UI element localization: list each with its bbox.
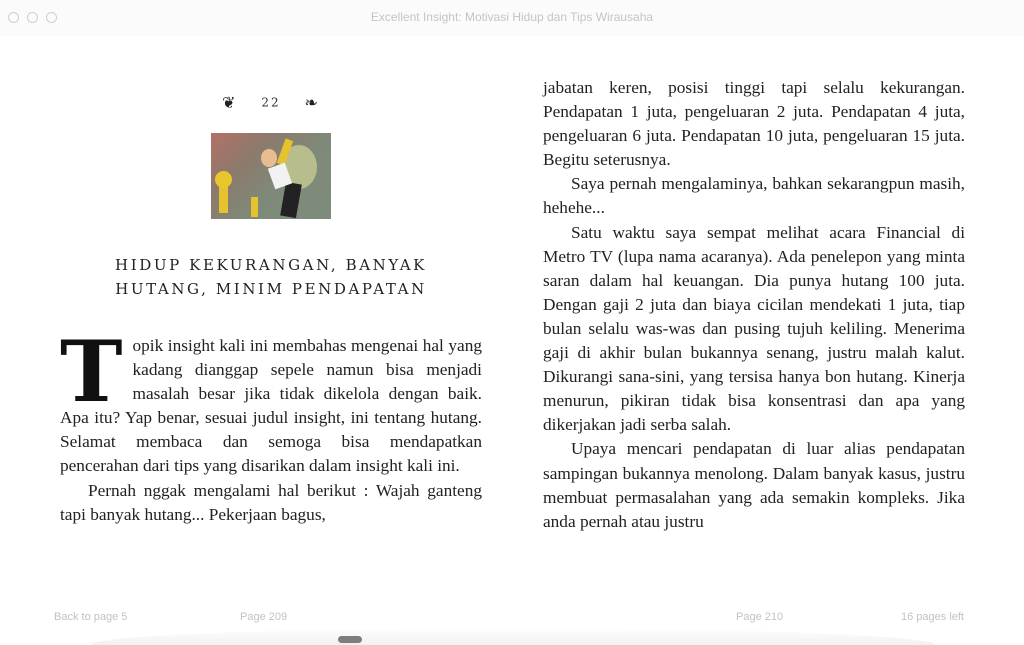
page-header bbox=[60, 93, 482, 112]
right-page bbox=[543, 40, 965, 534]
paragraph: Saya pernah mengalaminya, bahkan sekarangpun masih, hehehe... bbox=[543, 174, 965, 218]
chapter-title-line: HUTANG, MINIM PENDAPATAN bbox=[115, 280, 427, 298]
figure-legs bbox=[280, 182, 302, 218]
back-to-page-link[interactable]: Back to page 5 bbox=[54, 611, 128, 623]
key-icon bbox=[251, 197, 258, 217]
ornament-right-icon: ❧ bbox=[304, 93, 320, 112]
figure-head bbox=[261, 149, 277, 167]
paragraph-text: opik insight kali ini membahas mengenai hal yang kadang dianggap sepele namun bisa menjadi masalah besar jika tidak dikelola dengan baik. Apa itu? Yap benar, sesuai judul insight, ini tentang hutang. Selamat membaca dan semoga bisa mendapatkan pencerahan dari tips yang disarikan dalam insight kali ini. bbox=[60, 336, 482, 476]
pages-left-indicator: 16 pages left bbox=[901, 611, 964, 623]
paragraph: Satu waktu saya sempat melihat acara Financial di Metro TV (lupa nama acaranya). Ada penelepon yang minta saran dalam hal keuangan. Dia punya hutang 100 juta. Dengan gaji 2 juta dan biaya cicilan mendekati 1 juta, tiap bulan selalu was-was dan pusing tujuh keliling. Menerima gaji di akhir bulan bukannya senang, justru malah kalut. Dikurangi sana-sini, yang tersisa hanya bon hutang. Kinerja menurun, pikiran tidak bisa konsentrasi dan apa yang dikerjakan jadi serba salah. bbox=[543, 222, 965, 435]
key-icon bbox=[219, 175, 228, 213]
page-curl-shadow bbox=[90, 628, 935, 645]
page-scrubber-handle[interactable] bbox=[338, 636, 362, 643]
window-titlebar bbox=[0, 0, 1024, 36]
page-body-text bbox=[60, 322, 482, 527]
chapter-number: 22 bbox=[261, 95, 281, 110]
window-title: Excellent Insight: Motivasi Hidup dan Tips Wirausaha bbox=[370, 10, 654, 24]
paragraph: Upaya mencari pendapatan di luar alias pendapatan sampingan bukannya menolong. Dalam banyak kasus, justru membuat permasalahan yang ada semakin kompleks. Jika anda pernah atau justru bbox=[543, 439, 965, 531]
left-page-number: Page 209 bbox=[240, 611, 288, 623]
paragraph: Pernah nggak mengalami hal berikut : Wajah ganteng tapi banyak hutang... Pekerjaan bagus, bbox=[60, 480, 482, 524]
ornament-left-icon: ❦ bbox=[222, 93, 238, 112]
right-page-number: Page 210 bbox=[736, 611, 784, 623]
chapter-illustration bbox=[211, 133, 331, 219]
paragraph: jabatan keren, posisi tinggi tapi selalu kekurangan. Pendapatan 1 juta, pengeluaran 2 juta. Pendapatan 4 juta, pengeluaran 6 juta. Pendapatan 10 juta, pengeluaran 15 juta. Begitu seterusnya. bbox=[543, 78, 965, 170]
chapter-title-line: HIDUP KEKURANGAN, BANYAK bbox=[115, 256, 427, 274]
left-page bbox=[60, 40, 482, 527]
drop-cap: T bbox=[60, 322, 123, 421]
chapter-title bbox=[60, 253, 482, 301]
paragraph bbox=[60, 322, 482, 479]
page-body-text bbox=[543, 76, 965, 534]
